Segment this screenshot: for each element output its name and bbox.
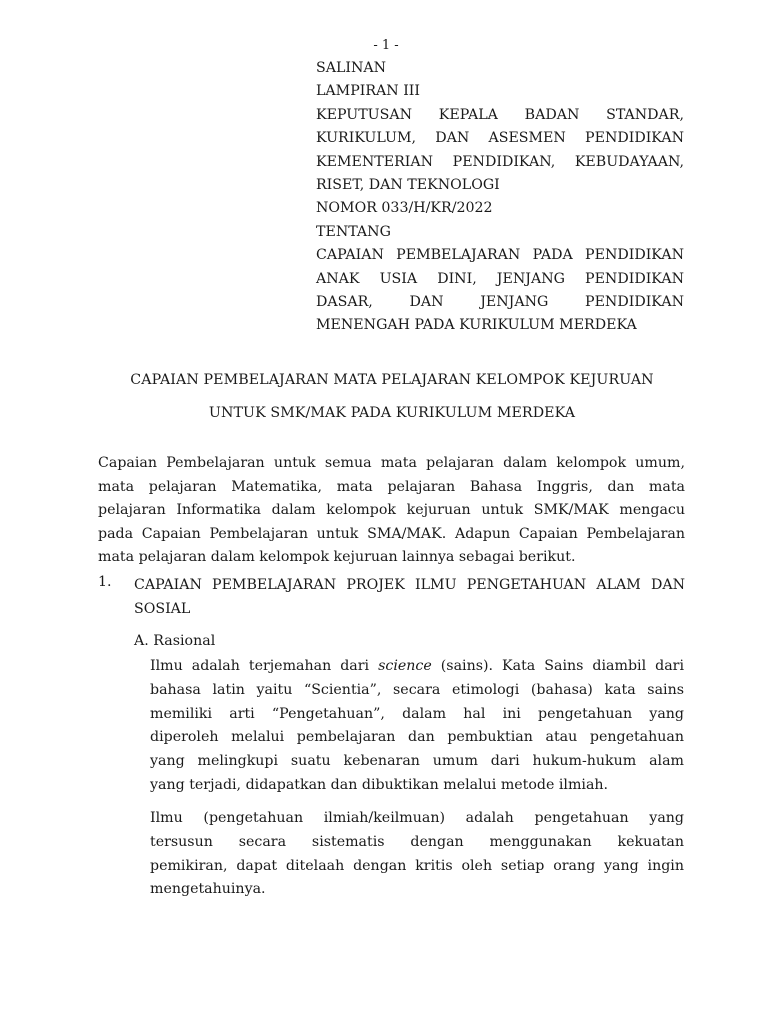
intro-paragraph xyxy=(98,452,685,570)
paragraph-line: mengetahuinya. xyxy=(150,881,266,898)
paragraph-line: bahasa latin yaitu “Scientia”, secara etimologi (bahasa) kata sains xyxy=(150,681,684,698)
section-title xyxy=(134,574,685,621)
paragraph-line: tersusun secara sistematis dengan menggunakan kekuatan xyxy=(150,833,684,850)
header-line: CAPAIAN PEMBELAJARAN PADA PENDIDIKAN xyxy=(316,247,684,264)
paragraph-line: pelajaran Informatika dalam kelompok kejuruan untuk SMK/MAK mengacu xyxy=(98,502,685,519)
header-line: NOMOR 033/H/KR/2022 xyxy=(316,200,493,217)
document-title xyxy=(98,364,686,430)
header-line: ANAK USIA DINI, JENJANG PENDIDIKAN xyxy=(316,270,684,287)
header-line: SALINAN xyxy=(316,60,387,76)
header-line: KEPUTUSAN KEPALA BADAN STANDAR, xyxy=(316,106,684,123)
paragraph-line: pemikiran, dapat ditelaah dengan kritis oleh setiap orang yang ingin xyxy=(150,857,684,874)
subsection-heading: A. Rasional xyxy=(134,633,216,649)
header-line: KEMENTERIAN PENDIDIKAN, KEBUDAYAAN, xyxy=(316,153,684,170)
paragraph-line: yang terjadi, didapatkan dan dibuktikan melalui metode ilmiah. xyxy=(150,776,609,793)
paragraph-rasional-2 xyxy=(150,807,684,902)
paragraph-line: Capaian Pembelajaran untuk semua mata pelajaran dalam kelompok umum, xyxy=(98,455,685,471)
paragraph-line: Ilmu (pengetahuan ilmiah/keilmuan) adalah pengetahuan yang xyxy=(150,810,684,826)
paragraph-line: yang melingkupi suatu kebenaran umum dari hukum-hukum alam xyxy=(150,753,684,770)
section-title-line: CAPAIAN PEMBELAJARAN PROJEK ILMU PENGETAHUAN ALAM DAN xyxy=(134,577,685,593)
section-title-line: SOSIAL xyxy=(134,600,191,617)
header-block xyxy=(316,57,684,338)
header-line: DASAR, DAN JENJANG PENDIDIKAN xyxy=(316,294,684,311)
text-run: Ilmu adalah terjemahan dari xyxy=(150,658,379,674)
paragraph-rasional-1 xyxy=(150,655,684,798)
header-line: RISET, DAN TEKNOLOGI xyxy=(316,177,500,194)
header-line: TENTANG xyxy=(316,223,391,240)
title-line: CAPAIAN PEMBELAJARAN MATA PELAJARAN KELOMPOK KEJURUAN xyxy=(130,372,654,388)
paragraph-line: mata pelajaran Matematika, mata pelajaran Bahasa Inggris, dan mata xyxy=(98,478,685,495)
text-run: (sains). Kata Sains diambil dari xyxy=(431,658,684,674)
header-line: MENENGAH PADA KURIKULUM MERDEKA xyxy=(316,317,637,334)
header-line: LAMPIRAN III xyxy=(316,83,421,100)
page-number: - 1 - xyxy=(373,38,399,53)
paragraph-line: diperoleh melalui pembelajaran dan pembuktian atau pengetahuan xyxy=(150,729,684,746)
paragraph-line xyxy=(150,655,684,679)
paragraph-line: pada Capaian Pembelajaran untuk SMA/MAK. Adapun Capaian Pembelajaran xyxy=(98,525,685,542)
section-number: 1. xyxy=(98,574,112,590)
title-line: UNTUK SMK/MAK PADA KURIKULUM MERDEKA xyxy=(208,405,576,421)
italic-term: science xyxy=(378,658,432,674)
header-line: KURIKULUM, DAN ASESMEN PENDIDIKAN xyxy=(316,130,684,147)
paragraph-line: memiliki arti “Pengetahuan”, dalam hal ini pengetahuan yang xyxy=(150,705,684,722)
paragraph-line: mata pelajaran dalam kelompok kejuruan lainnya sebagai berikut. xyxy=(98,549,576,566)
